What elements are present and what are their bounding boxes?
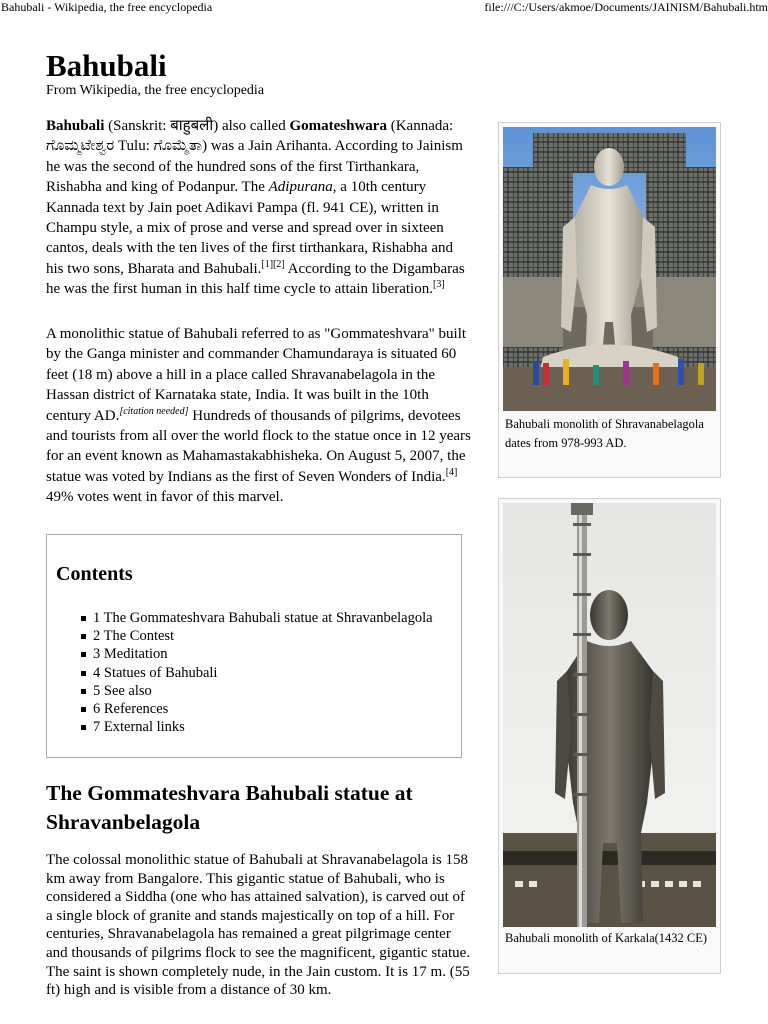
toc-item[interactable]: 1 The Gommateshvara Bahubali statue at Shravanbelagola — [75, 609, 433, 627]
statue-paragraph: A monolithic statue of Bahubali referred to as "Gommateshvara" built by the Ganga minister and commander Chamundaraya is situated 60 feet (18 m) above a hill in a place called Shravanabelagola in the Hassan district of Karnataka state, India. It was built in the 10th century AD.[citation needed] Hundreds of thousands of pilgrims, devotees and tourists from all over the world flock to the statue once in 12 years for an event known as Mahamastakabhisheka. On August 5, 2007, the statue was voted by Indians as the first of Seven Wonders of India.[4] 49% votes went in favor of this marvel. — [46, 326, 471, 506]
shravanabelagola-statue-image[interactable] — [503, 127, 716, 411]
figure-shravanabelagola — [498, 122, 721, 478]
toc-list — [75, 609, 433, 736]
bullet-icon — [81, 671, 86, 676]
reference-link[interactable]: [3] — [432, 279, 445, 291]
bold-gomateshwara: Gomateshwara — [289, 118, 387, 134]
table-of-contents — [46, 534, 462, 758]
adipurana-link[interactable]: Adipurana — [268, 179, 333, 196]
toc-title: Contents — [56, 563, 133, 585]
figure-caption: Bahubali monolith of Shravanabelagola dates from 978-993 AD. — [505, 417, 704, 450]
toc-item[interactable]: 3 Meditation — [75, 645, 433, 663]
karkala-statue-image[interactable] — [503, 503, 716, 927]
toc-item[interactable]: 5 See also — [75, 682, 433, 700]
section-paragraph: The colossal monolithic statue of Bahubali at Shravanabelagola is 158 km away from Bangalore. This gigantic statue of Bahubali, who is considered a Siddha (one who has attained salvation), is carved out of a single block of granite and stands majestically on top of a hill. For centuries, Shravanabelagola has remained a great pilgrimage center and thousands of pilgrims flock to see the magnificent, gigantic statue. The saint is shown completely nude, in the Jain custom. It is 17 m. (55 ft) high and is visible from a distance of 30 km. — [46, 852, 471, 999]
bullet-icon — [81, 707, 86, 712]
bullet-icon — [81, 689, 86, 694]
intro-paragraph: Bahubali (Sanskrit: बाहुबली) also called Gomateshwara (Kannada: ಗೊಮ್ಮಟೇಶ್ವರ Tulu: ಗೊಮ್ಮೆತಾ) was a Jain Arihanta. According to Jainism he was the second of the hundred sons of the first Tirthankara, Rishabha and king of Podanpur. The Adipurana, a 10th century Kannada text by Jain poet Adikavi Pampa (fl. 941 CE), written in Champu style, a mix of prose and verse and spread over in sixteen cantos, deals with the ten lives of the first tirthankara, Rishabha and his two sons, Bharata and Bahubali.[1][2] According to the Digambaras he was the first human in this half time cycle to attain liberation.[3] — [46, 118, 465, 298]
page-title: Bahubali — [46, 48, 167, 83]
reference-link[interactable]: [1][2] — [261, 258, 285, 270]
bullet-icon — [81, 634, 86, 639]
bullet-icon — [81, 652, 86, 657]
print-page-title: Bahubali - Wikipedia, the free encyclopedia — [1, 0, 213, 14]
bullet-icon — [81, 616, 86, 621]
print-file-path: file:///C:/Users/akmoe/Documents/JAINISM/Bahubali.htm — [484, 0, 768, 14]
figure-karkala — [498, 498, 721, 974]
toc-item[interactable]: 4 Statues of Bahubali — [75, 664, 433, 682]
bold-bahubali: Bahubali — [46, 118, 105, 134]
page-subtitle: From Wikipedia, the free encyclopedia — [46, 83, 265, 98]
bullet-icon — [81, 725, 86, 730]
toc-item[interactable]: 6 References — [75, 700, 433, 718]
print-header — [0, 0, 768, 16]
toc-item[interactable]: 7 External links — [75, 718, 433, 736]
figure-caption: Bahubali monolith of Karkala(1432 CE) — [505, 931, 708, 945]
section-heading: The Gommateshvara Bahubali statue at Shravanbelagola — [46, 781, 413, 834]
toc-item[interactable]: 2 The Contest — [75, 627, 433, 645]
citation-needed-link[interactable]: [citation needed] — [119, 405, 189, 417]
reference-link[interactable]: [4] — [445, 466, 458, 478]
